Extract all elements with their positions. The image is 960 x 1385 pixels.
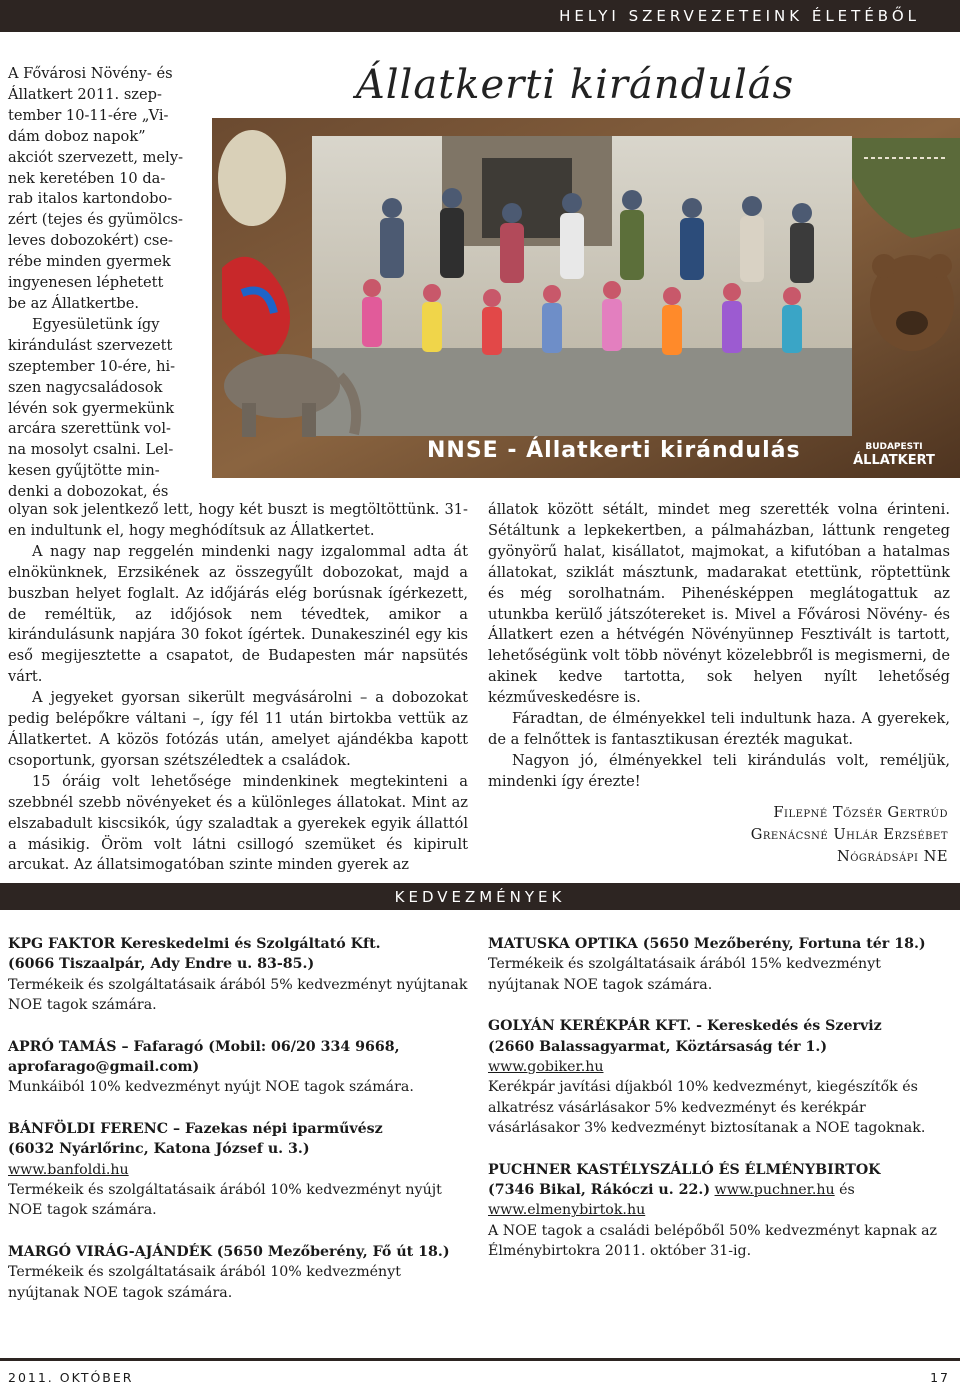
discount-website-link[interactable]: www.puchner.hu xyxy=(714,1182,835,1199)
line: na mosolyt csalni. Lel- xyxy=(8,441,174,459)
article-right-column xyxy=(488,500,950,793)
discount-entry xyxy=(8,1119,468,1221)
discounts-left-column xyxy=(8,934,468,1303)
discount-address: (2660 Balassagyarmat, Köztársaság tér 1.) xyxy=(488,1038,828,1055)
discount-entry xyxy=(488,1160,950,1262)
discount-address-line xyxy=(488,1180,950,1200)
line: dám doboz napok” xyxy=(8,127,146,145)
line: be az Állatkertbe. xyxy=(8,294,140,312)
line: leves dobozokért) cse- xyxy=(8,232,173,250)
zoo-logo-line1: BUDAPESTI xyxy=(865,442,923,452)
discount-address: aprofarago@gmail.com) xyxy=(8,1059,200,1076)
paragraph: A jegyeket gyorsan sikerült megvásárolni – a dobozokat pedig belépőkre váltani –, így fél 11 után birtokba vettük az Állatkertet. A közös fotózás után, amelyet ajándékba kapott csoportunk, gyorsan szétszéledtek a családok. xyxy=(8,689,468,769)
discount-description: Munkáiból 10% kedvezményt nyújt NOE tagok számára. xyxy=(8,1079,414,1096)
line: kesen gyűjtötte min- xyxy=(8,462,160,480)
discount-description: Termékeik és szolgáltatásaik árából 10% kedvezményt nyújtanak NOE tagok számára. xyxy=(8,1264,401,1301)
discount-name: PUCHNER KASTÉLYSZÁLLÓ ÉS ÉLMÉNYBIRTOK xyxy=(488,1161,881,1178)
discount-address: (6032 Nyárlőrinc, Katona József u. 3.) xyxy=(8,1141,310,1158)
paragraph: A nagy nap reggelén mindenki nagy izgalommal adta át elnökünknek, Erzsikének az összegyűlt dobozokat, majd a buszban helyet foglalt. Az időjárás elég borúsnak ígérkezett, de reméltük, az időjósok nem tévedtek, amikor a kirándulásunk napjára 30 fokot ígértek. Dunakeszinél egy kis eső megijesztette a csapatot, de Budapesten már napsütés várt. xyxy=(8,542,468,686)
discount-website-link[interactable]: www.elmenybirtok.hu xyxy=(488,1202,646,1219)
line: lévén sok gyermekünk xyxy=(8,399,175,417)
footer-rule xyxy=(0,1358,960,1361)
line: nek keretében 10 da- xyxy=(8,169,166,187)
line: kirándulást szervezett xyxy=(8,336,173,354)
paragraph: Nagyon jó, élményekkel teli kirándulás volt, reméljük, mindenki így érezte! xyxy=(488,751,950,790)
discount-address: (6066 Tiszaalpár, Ady Endre u. 83-85.) xyxy=(8,956,315,973)
line: szen nagycsaládosok xyxy=(8,378,163,396)
discount-name: KPG FAKTOR Kereskedelmi és Szolgáltató Kft. xyxy=(8,936,381,952)
discount-entry xyxy=(8,934,468,1016)
signature-2: Grenácsné Uhlár Erzsébet xyxy=(750,826,948,843)
discount-description: Termékeik és szolgáltatásaik árából 15% kedvezményt nyújtanak NOE tagok számára. xyxy=(488,956,881,993)
photo-caption: NNSE - Állatkerti kirándulás xyxy=(427,438,801,463)
paragraph: állatok között sétált, mindet meg szerették volna érinteni. Sétáltunk a lepkekertben, a pálmaházban, láttunk rengeteg gyönyörű halat, kisállatot, majmokat, a kifutóban a hatalmas állatokat, sziklát másztunk, madarakat etettünk, röptettünk és még sorolhatnám. Pihenésképpen meglátogattuk az utunkba kerülő játszótereket is. Mivel a Fővárosi Növény- és Állatkert ezen a hétvégén Növényünnep Fesztivált is tartott, lehetőségünk volt több növényt közelebbről is megismerni, de akinek kedve tartotta, sok helyen nyílt lehetőség kézműveskedésre is. xyxy=(488,501,950,707)
paragraph: Fáradtan, de élményekkel teli indultunk haza. A gyerekek, de a felnőttek is fantasztikusan érezték magukat. xyxy=(488,710,950,748)
article-signatures xyxy=(751,802,948,868)
line: A Fővárosi Növény- és xyxy=(8,65,173,82)
zoo-logo xyxy=(840,440,948,468)
discount-address: (7346 Bikal, Rákóczi u. 22.) xyxy=(488,1182,711,1199)
intro-narrow-column xyxy=(8,64,194,503)
discounts-title: KEDVEZMÉNYEK xyxy=(394,888,566,906)
line: szeptember 10-ére, hi- xyxy=(8,357,176,375)
line: rébe minden gyermek xyxy=(8,253,171,271)
discount-entry xyxy=(8,1242,468,1303)
line: Állatkert 2011. szep- xyxy=(8,85,162,103)
discounts-right-column xyxy=(488,934,950,1262)
zoo-logo-line2: ÁLLATKERT xyxy=(853,453,935,468)
line: arcára szerettünk vol- xyxy=(8,420,171,438)
article-title: Állatkerti kirándulás xyxy=(355,62,795,108)
discount-name: APRÓ TAMÁS – Fafaragó (Mobil: 06/20 334 9668, xyxy=(8,1038,400,1055)
section-header-bar xyxy=(0,0,960,32)
discount-name: MARGÓ VIRÁG-AJÁNDÉK (5650 Mezőberény, Fő út 18.) xyxy=(8,1243,450,1260)
line: zért (tejes és gyümölcs- xyxy=(8,211,183,229)
discount-description: Kerékpár javítási díjakból 10% kedvezményt, kiegészítők és alkatrész vásárlásakor 5% kedvezményt és kerékpár vásárlásakor 3% kedvezményt biztosítanak a NOE tagoknak. xyxy=(488,1079,926,1137)
footer-date: 2011. OKTÓBER xyxy=(8,1370,134,1385)
signature-1: Filepné Tőzsér Gertrúd xyxy=(773,804,948,821)
discount-description: Termékeik és szolgáltatásaik árából 10% kedvezményt nyújt NOE tagok számára. xyxy=(8,1182,442,1219)
line: rab italos kartondobo- xyxy=(8,190,173,208)
discounts-header-bar xyxy=(0,883,960,910)
discount-name: MATUSKA OPTIKA (5650 Mezőberény, Fortuna tér 18.) xyxy=(488,936,926,952)
line: denki a dobozokat, és xyxy=(8,483,169,501)
paragraph: 15 óráig volt lehetősége mindenkinek megtekinteni a szebbnél szebb növényeket és a különleges állatokat. Mint az elszabadult kiscsikók, úgy szaladtak a gyerekek egyik állattól a másikig. Öröm volt látni csillogó szemüket és kipirult arcukat. Az állatsimogatóban szinte minden gyerek az xyxy=(8,772,468,874)
discount-website-link[interactable]: www.banfoldi.hu xyxy=(8,1161,129,1178)
discount-name: GOLYÁN KERÉKPÁR KFT. - Kereskedés és Szerviz xyxy=(488,1018,882,1035)
signature-3: Nógrádsápi NE xyxy=(836,848,948,865)
discount-entry xyxy=(488,934,950,995)
line: akciót szervezett, mely- xyxy=(8,148,183,166)
article-left-column xyxy=(8,500,468,876)
discount-description: A NOE tagok a családi belépőből 50% kedvezményt kapnak az Élménybirtokra 2011. október 31-ig. xyxy=(488,1222,938,1260)
section-title: HELYI SZERVEZETEINK ÉLETÉBŐL xyxy=(559,7,920,25)
paragraph: olyan sok jelentkező lett, hogy két buszt is megtöltöttünk. 31-en indultunk el, hogy meghódítsuk az Állatkertet. xyxy=(8,501,468,539)
line: ingyenesen léphetett xyxy=(8,274,164,292)
address-tail: és xyxy=(834,1182,855,1199)
discount-entry xyxy=(8,1037,468,1098)
discount-website-link[interactable]: www.gobiker.hu xyxy=(488,1059,604,1076)
line: tember 10-11-ére „Vi- xyxy=(8,106,169,124)
discount-description: Termékeik és szolgáltatásaik árából 5% kedvezményt nyújtanak NOE tagok számára. xyxy=(8,976,468,1014)
discount-entry xyxy=(488,1016,950,1138)
group-photo-illustration xyxy=(212,118,960,478)
page-number: 17 xyxy=(930,1370,950,1385)
discount-name: BÁNFÖLDI FERENC – Fazekas népi iparművész xyxy=(8,1120,383,1137)
group-photo-collage xyxy=(212,118,960,478)
line: Egyesületünk így xyxy=(32,315,160,333)
